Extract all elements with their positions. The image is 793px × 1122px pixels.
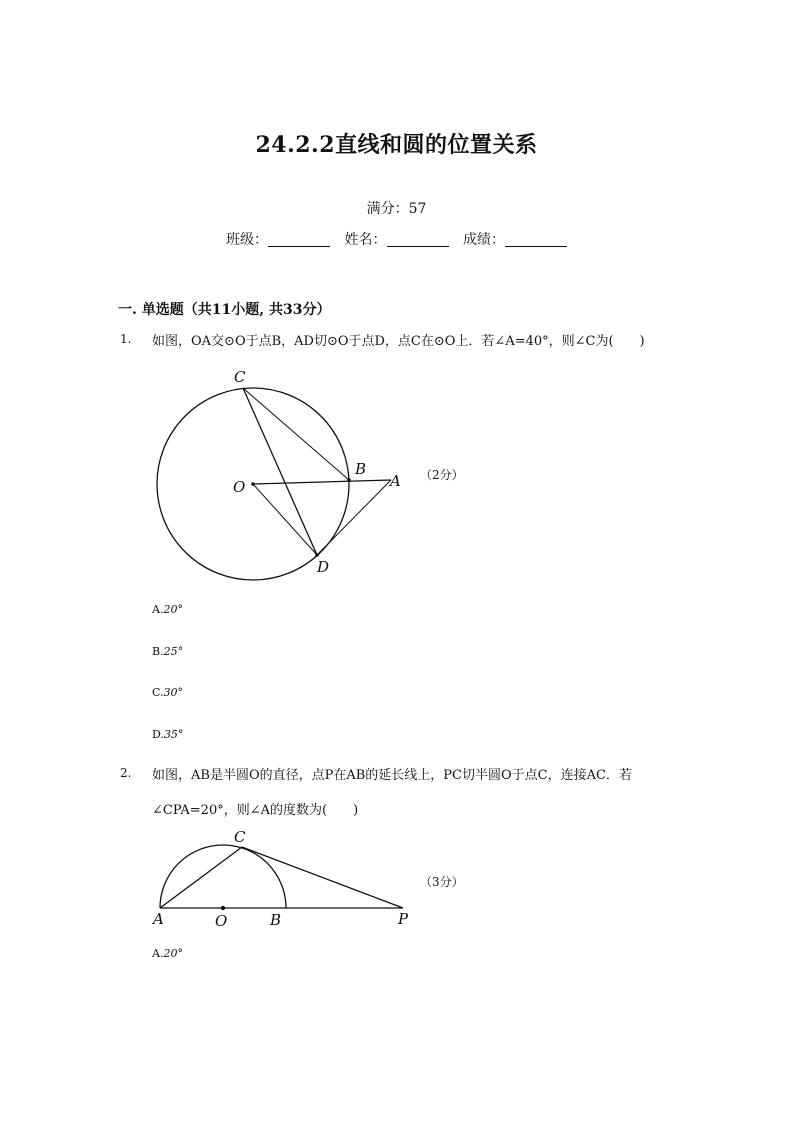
question-1-number: 1. <box>120 332 132 346</box>
segment-ad <box>317 480 391 555</box>
segment-oa <box>253 480 391 484</box>
option-value: 20° <box>163 603 183 616</box>
section-heading: 一. 单选题（共11小题, 共33分） <box>118 302 331 318</box>
option-letter: C. <box>152 686 164 699</box>
question-1-option-d[interactable] <box>152 728 183 741</box>
label-c: C <box>234 828 246 846</box>
question-2-text-line-2: ∠CPA=20°，则∠A的度数为( ) <box>152 803 359 818</box>
option-letter: A. <box>152 603 164 616</box>
question-2-text-line-1: 如图，AB是半圆O的直径，点P在AB的延长线上，PC切半圆O于点C，连接AC．若 <box>152 768 632 783</box>
segment-cp <box>242 847 403 908</box>
segment-cb <box>243 388 349 480</box>
question-1-points: （2分） <box>420 468 464 482</box>
question-1-option-a[interactable] <box>152 603 183 616</box>
option-value: 25° <box>163 645 184 658</box>
question-1-option-c[interactable] <box>152 686 183 699</box>
name-label: 姓名： <box>344 232 387 248</box>
label-c: C <box>234 368 246 386</box>
point-o <box>251 482 255 486</box>
label-a: A <box>390 472 401 490</box>
student-info <box>0 229 793 249</box>
grade-blank[interactable] <box>505 232 567 247</box>
class-label: 班级： <box>226 232 269 248</box>
question-2-number: 2. <box>120 766 132 780</box>
label-a: A <box>153 910 164 928</box>
point-o <box>221 906 225 910</box>
label-o: O <box>215 912 228 930</box>
option-letter: B. <box>152 645 164 658</box>
page-title: 24.2.2直线和圆的位置关系 <box>255 132 538 158</box>
point-d <box>315 553 319 557</box>
semicircle-o <box>160 845 286 908</box>
option-value: 35° <box>163 728 184 741</box>
grade-label: 成绩： <box>462 232 505 248</box>
question-1-text: 如图，OA交⊙O于点B，AD切⊙O于点D，点C在⊙O上．若∠A=40°，则∠C为( ) <box>152 334 645 349</box>
label-d: D <box>317 558 330 576</box>
question-2-points: （3分） <box>420 875 464 889</box>
question-1-option-b[interactable] <box>152 645 183 658</box>
question-2-option-a[interactable] <box>152 947 183 960</box>
question-2-figure <box>150 826 420 934</box>
segment-od <box>253 484 317 555</box>
option-value: 30° <box>163 686 184 699</box>
point-b <box>347 478 351 482</box>
segment-ac <box>160 847 242 908</box>
option-value: 20° <box>163 947 183 960</box>
label-b: B <box>355 460 367 478</box>
full-score: 满分：57 <box>366 201 427 217</box>
question-1-figure <box>150 360 420 582</box>
name-blank[interactable] <box>387 232 449 247</box>
class-blank[interactable] <box>268 232 330 247</box>
segment-cd <box>243 388 317 555</box>
option-letter: A. <box>152 947 164 960</box>
label-b: B <box>270 911 282 929</box>
label-o: O <box>233 478 246 496</box>
label-p: P <box>398 910 409 928</box>
option-letter: D. <box>152 728 164 741</box>
